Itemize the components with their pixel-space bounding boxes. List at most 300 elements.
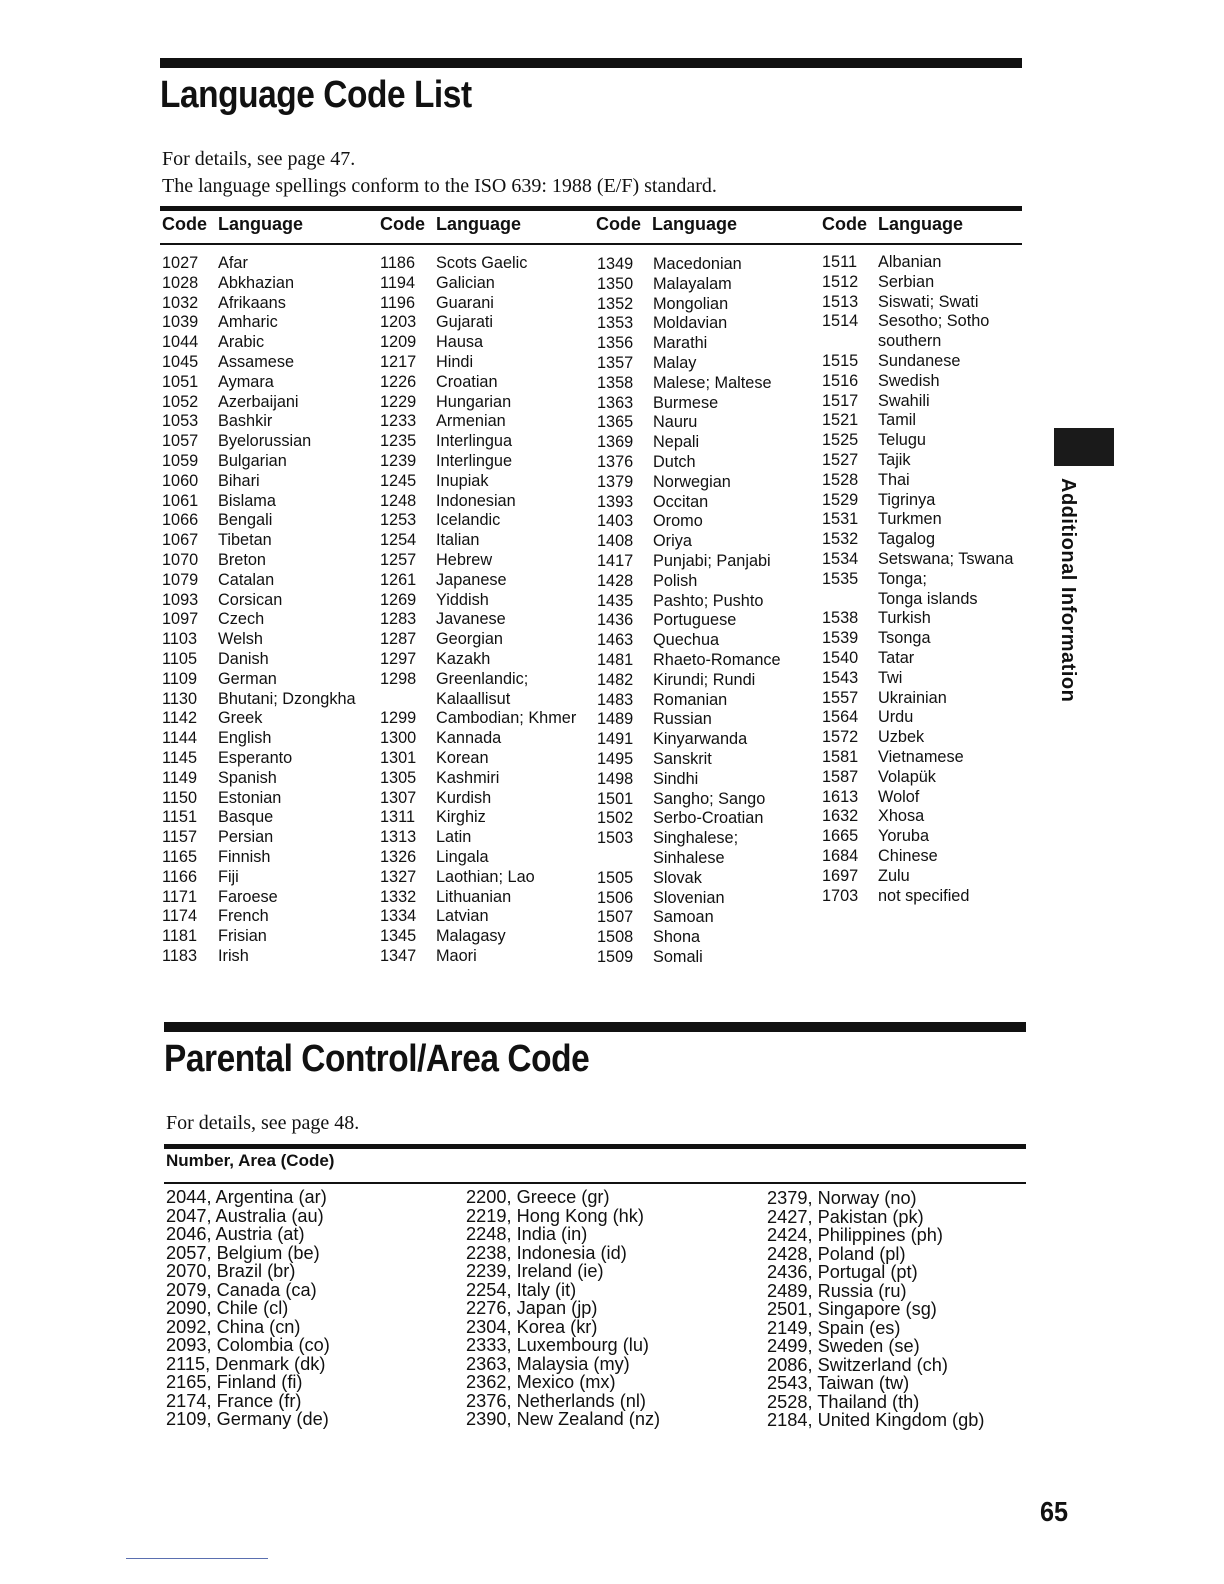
- section-tab-marker: [1054, 428, 1114, 466]
- language-name: Swedish: [878, 371, 940, 390]
- language-code: 1514: [822, 312, 859, 331]
- language-row: [822, 768, 1013, 788]
- language-row: [380, 868, 576, 888]
- language-name: Nepali: [653, 433, 700, 452]
- language-row: [162, 848, 356, 868]
- language-name: Tonga islands: [878, 589, 978, 608]
- language-code: 1511: [822, 253, 858, 271]
- language-name: Turkish: [878, 609, 931, 628]
- language-name: Russian: [653, 710, 712, 729]
- language-code: 1060: [162, 471, 199, 490]
- language-code: 1498: [597, 769, 634, 788]
- language-row: [822, 510, 1013, 530]
- language-code: 1515: [822, 351, 859, 370]
- area-code-item: 2093, Colombia (co): [166, 1335, 330, 1355]
- language-code: 1239: [380, 451, 417, 470]
- language-name: Sundanese: [878, 351, 961, 370]
- language-code: 1217: [380, 352, 417, 371]
- language-row: [162, 868, 356, 888]
- language-code: 1226: [380, 372, 417, 391]
- language-name: Inupiak: [436, 471, 489, 490]
- language-code: 1105: [162, 649, 198, 668]
- language-row: [380, 630, 576, 650]
- language-row: [597, 631, 781, 651]
- language-name: Occitan: [653, 492, 709, 511]
- language-name: Vietnamese: [878, 747, 964, 766]
- language-row: [822, 847, 1013, 867]
- language-name: Serbo-Croatian: [653, 809, 764, 828]
- area-code-item: 2390, New Zealand (nz): [466, 1409, 661, 1429]
- section-tab-label: Additional Information: [1057, 478, 1079, 703]
- language-code: [822, 332, 878, 352]
- language-name: Yoruba: [878, 827, 930, 846]
- language-code: 1506: [597, 888, 634, 907]
- language-name: Breton: [218, 550, 266, 569]
- language-name: Sanskrit: [653, 749, 712, 768]
- language-name: Bengali: [218, 511, 273, 530]
- language-code: [822, 590, 878, 610]
- language-row: [380, 650, 576, 670]
- language-name: Latvian: [436, 907, 489, 926]
- language-name: Polish: [653, 571, 698, 590]
- language-code: 1393: [597, 492, 634, 511]
- language-name: Kannada: [436, 729, 502, 748]
- language-row: [380, 591, 576, 611]
- area-code-item: 2079, Canada (ca): [166, 1279, 317, 1300]
- parental-top-rule: [164, 1022, 1026, 1032]
- language-name: Bulgarian: [218, 451, 287, 470]
- language-code: 1327: [380, 867, 417, 886]
- code-header: Code: [380, 214, 425, 234]
- language-name: Kirundi; Rundi: [653, 670, 756, 689]
- language-name: Portuguese: [653, 611, 737, 630]
- language-code: [597, 849, 653, 869]
- language-name: Gujarati: [436, 313, 494, 332]
- language-header: Language: [218, 214, 304, 234]
- area-code-item: 2109, Germany (de): [166, 1409, 329, 1429]
- language-code: 1174: [162, 907, 198, 926]
- language-name: Mongolian: [653, 294, 729, 313]
- language-code: 1417: [597, 551, 634, 570]
- language-row: [822, 312, 1013, 332]
- language-row: [822, 372, 1013, 392]
- code-header: Code: [596, 214, 641, 234]
- language-name: Tonga;: [878, 569, 927, 588]
- area-code-item: 2428, Poland (pl): [767, 1243, 906, 1264]
- language-row: [822, 530, 1013, 550]
- language-name: Pashto; Pushto: [653, 591, 764, 610]
- language-code: 1032: [162, 293, 199, 312]
- area-code-item: 2362, Mexico (mx): [466, 1372, 616, 1392]
- area-code-item: 2254, Italy (it): [466, 1279, 577, 1300]
- language-code: 1369: [597, 433, 634, 452]
- language-row: [380, 333, 576, 353]
- language-name: Sindhi: [653, 769, 699, 788]
- language-row: [380, 353, 576, 373]
- area-code-item: 2376, Netherlands (nl): [466, 1390, 646, 1411]
- language-code: 1613: [822, 787, 859, 806]
- language-code: 1491: [597, 730, 634, 749]
- language-row: [380, 927, 576, 947]
- language-row: [162, 274, 356, 294]
- language-name: Czech: [218, 610, 265, 629]
- language-code: 1298: [380, 669, 417, 688]
- language-row: [597, 948, 781, 968]
- language-name: Indonesian: [436, 491, 516, 510]
- area-code-item: 2248, India (in): [466, 1224, 588, 1244]
- language-row: [822, 431, 1013, 451]
- area-code-item: 2090, Chile (cl): [166, 1298, 289, 1318]
- language-name: Oriya: [653, 532, 692, 551]
- language-code: 1028: [162, 273, 199, 292]
- language-name: Samoan: [653, 908, 714, 927]
- language-code: 1283: [380, 610, 417, 629]
- language-column-1: [162, 254, 356, 967]
- language-code: 1349: [597, 255, 634, 273]
- language-code: 1501: [597, 789, 634, 808]
- language-row: [380, 373, 576, 393]
- language-name: Hausa: [436, 333, 484, 352]
- language-row: [162, 353, 356, 373]
- language-code: 1529: [822, 490, 859, 509]
- language-name: Hebrew: [436, 550, 493, 569]
- language-row: [597, 592, 781, 612]
- language-code: 1144: [162, 729, 198, 748]
- language-code: 1130: [162, 689, 198, 708]
- language-row: [380, 907, 576, 927]
- page-number: 65: [1040, 1496, 1069, 1527]
- language-row: [597, 255, 781, 275]
- language-row: [380, 432, 576, 452]
- language-row: [162, 294, 356, 314]
- language-name: Kashmiri: [436, 768, 500, 787]
- language-name: Turkmen: [878, 510, 942, 529]
- language-code: 1165: [162, 847, 198, 866]
- language-name: Georgian: [436, 630, 503, 649]
- language-row: [380, 412, 576, 432]
- language-row: [162, 393, 356, 413]
- language-row: [597, 809, 781, 829]
- language-code: 1684: [822, 846, 859, 865]
- language-row: [162, 511, 356, 531]
- language-row: [380, 670, 576, 690]
- language-code: 1463: [597, 631, 634, 650]
- language-code: 1097: [162, 610, 199, 629]
- language-code: 1521: [822, 411, 859, 430]
- language-code: 1703: [822, 886, 859, 905]
- language-code: 1142: [162, 709, 198, 728]
- language-name: Scots Gaelic: [436, 254, 528, 272]
- language-name: Albanian: [878, 253, 942, 271]
- language-row: [162, 789, 356, 809]
- language-name: Thai: [878, 470, 910, 489]
- language-name: Galician: [436, 273, 495, 292]
- language-code: 1057: [162, 432, 199, 451]
- language-row: [597, 908, 781, 928]
- language-code: 1435: [597, 591, 634, 610]
- language-code: 1186: [380, 254, 416, 272]
- language-name: Tagalog: [878, 530, 936, 549]
- language-name: Afar: [218, 254, 248, 272]
- language-row: [162, 808, 356, 828]
- language-code: 1300: [380, 729, 417, 748]
- language-row: [380, 511, 576, 531]
- language-row: [380, 808, 576, 828]
- language-code: 1539: [822, 629, 859, 648]
- language-row: [822, 253, 1013, 273]
- language-name: Xhosa: [878, 807, 925, 826]
- area-code-item: 2047, Australia (au): [166, 1205, 324, 1226]
- language-code: 1581: [822, 747, 859, 766]
- language-row: [380, 888, 576, 908]
- area-code-item: 2174, France (fr): [166, 1390, 302, 1411]
- language-row: [162, 551, 356, 571]
- language-row: [822, 550, 1013, 570]
- area-code-item: 2046, Austria (at): [166, 1224, 305, 1244]
- language-row: [380, 274, 576, 294]
- language-name: Zulu: [878, 866, 910, 885]
- language-code: 1557: [822, 688, 859, 707]
- language-row: [822, 827, 1013, 847]
- language-code: 1517: [822, 391, 859, 410]
- footer-line: [126, 1558, 268, 1559]
- language-name: Serbian: [878, 272, 935, 291]
- language-code: 1287: [380, 630, 417, 649]
- language-column-3: [597, 255, 781, 968]
- language-name: Telugu: [878, 431, 926, 450]
- language-row: [597, 314, 781, 334]
- language-name: Amharic: [218, 313, 278, 332]
- language-code: 1531: [822, 510, 859, 529]
- language-code: 1209: [380, 333, 417, 352]
- area-code-item: 2499, Sweden (se): [767, 1336, 920, 1356]
- language-row: [380, 571, 576, 591]
- language-row: [162, 492, 356, 512]
- language-row: [597, 849, 781, 869]
- language-code: 1509: [597, 947, 634, 966]
- language-code: 1307: [380, 788, 417, 807]
- language-code: 1269: [380, 590, 417, 609]
- language-code: 1482: [597, 670, 634, 689]
- language-code: 1332: [380, 887, 417, 906]
- language-row: [822, 392, 1013, 412]
- language-name: Danish: [218, 649, 269, 668]
- language-row: [162, 531, 356, 551]
- language-row: [822, 887, 1013, 907]
- language-name: Fiji: [218, 867, 239, 886]
- language-name: Finnish: [218, 847, 271, 866]
- language-code: 1313: [380, 828, 417, 847]
- language-row: [822, 689, 1013, 709]
- language-row: [162, 670, 356, 690]
- language-name: Sangho; Sango: [653, 789, 766, 808]
- language-code: 1535: [822, 569, 859, 588]
- language-code: 1171: [162, 887, 198, 906]
- language-name: Catalan: [218, 570, 275, 589]
- language-row: [597, 611, 781, 631]
- language-name: Oromo: [653, 512, 703, 531]
- language-name: Japanese: [436, 570, 507, 589]
- language-name: Marathi: [653, 334, 708, 353]
- language-code: 1350: [597, 274, 634, 293]
- language-name: Norwegian: [653, 472, 731, 491]
- language-row: [380, 452, 576, 472]
- language-name: Rhaeto-Romance: [653, 650, 781, 669]
- language-name: Macedonian: [653, 255, 742, 273]
- language-row: [597, 334, 781, 354]
- language-row: [597, 275, 781, 295]
- language-row: [597, 473, 781, 493]
- language-header: Language: [436, 214, 522, 234]
- language-row: [822, 728, 1013, 748]
- language-name: Hindi: [436, 352, 474, 371]
- language-name: Malay: [653, 353, 697, 372]
- language-name: Spanish: [218, 768, 277, 787]
- language-row: [162, 630, 356, 650]
- language-row: [822, 491, 1013, 511]
- language-name: French: [218, 907, 269, 926]
- language-row: [597, 829, 781, 849]
- language-row: [380, 393, 576, 413]
- area-code-item: 2333, Luxembourg (lu): [466, 1335, 649, 1355]
- language-name: Armenian: [436, 412, 506, 431]
- language-name: Maori: [436, 946, 477, 965]
- language-header: Language: [652, 214, 738, 234]
- language-row: [597, 750, 781, 770]
- language-row: [822, 293, 1013, 313]
- language-name: Dutch: [653, 452, 696, 471]
- language-code: 1543: [822, 668, 859, 687]
- language-code: 1059: [162, 451, 199, 470]
- language-code: 1502: [597, 809, 634, 828]
- language-row: [597, 552, 781, 572]
- language-name: Azerbaijani: [218, 392, 299, 411]
- language-code: 1540: [822, 648, 859, 667]
- language-name: Tajik: [878, 450, 911, 469]
- area-table-header-rule: [164, 1182, 1026, 1184]
- language-code: 1027: [162, 254, 199, 272]
- language-name: not specified: [878, 886, 970, 905]
- area-code-item: 2363, Malaysia (my): [466, 1353, 630, 1374]
- language-code: 1233: [380, 412, 417, 431]
- language-row: [162, 907, 356, 927]
- language-name: Assamese: [218, 352, 295, 371]
- language-code: 1489: [597, 710, 634, 729]
- language-code: 1194: [380, 273, 416, 292]
- language-name: Chinese: [878, 846, 938, 865]
- area-code-item: 2149, Spain (es): [767, 1317, 901, 1338]
- area-code-item: 2436, Portugal (pt): [767, 1262, 918, 1282]
- language-name: Tatar: [878, 648, 915, 667]
- area-code-item: 2276, Japan (jp): [466, 1298, 598, 1318]
- language-name: Faroese: [218, 887, 278, 906]
- language-code: 1245: [380, 471, 417, 490]
- language-name: Moldavian: [653, 314, 728, 333]
- language-code: 1051: [162, 372, 199, 391]
- language-row: [822, 867, 1013, 887]
- language-row: [380, 313, 576, 333]
- language-name: Setswana; Tswana: [878, 549, 1014, 568]
- language-row: [822, 570, 1013, 590]
- language-name: Romanian: [653, 690, 728, 709]
- area-code-item: 2379, Norway (no): [767, 1188, 917, 1208]
- language-row: [162, 650, 356, 670]
- language-code: 1248: [380, 491, 417, 510]
- language-name: Bihari: [218, 471, 260, 490]
- language-code: 1527: [822, 450, 859, 469]
- language-row: [380, 709, 576, 729]
- language-name: Quechua: [653, 631, 720, 650]
- language-row: [380, 947, 576, 967]
- language-name: English: [218, 729, 272, 748]
- area-code-item: 2115, Denmark (dk): [166, 1353, 326, 1374]
- language-code: 1181: [162, 927, 198, 946]
- language-row: [162, 690, 356, 710]
- language-name: Tsonga: [878, 629, 931, 648]
- language-code: 1513: [822, 292, 859, 311]
- language-name: Tamil: [878, 411, 916, 430]
- language-row: [597, 790, 781, 810]
- language-code: 1357: [597, 353, 634, 372]
- language-header: Language: [878, 214, 964, 234]
- language-code: 1235: [380, 432, 417, 451]
- language-row: [822, 590, 1013, 610]
- language-name: Yiddish: [436, 590, 489, 609]
- language-row: [162, 452, 356, 472]
- area-code-item: 2086, Switzerland (ch): [767, 1354, 948, 1375]
- language-name: Latin: [436, 828, 472, 847]
- language-row: [162, 610, 356, 630]
- language-name: Punjabi; Panjabi: [653, 551, 771, 570]
- language-name: Ukrainian: [878, 688, 947, 707]
- language-name: Guarani: [436, 293, 494, 312]
- language-row: [162, 927, 356, 947]
- area-table-header: Number, Area (Code): [166, 1151, 335, 1170]
- language-row: [162, 313, 356, 333]
- language-row: [162, 412, 356, 432]
- table-top-rule: [160, 206, 1022, 211]
- language-row: [380, 769, 576, 789]
- language-row: [822, 708, 1013, 728]
- language-code: 1508: [597, 928, 634, 947]
- language-row: [162, 571, 356, 591]
- language-code: 1356: [597, 334, 634, 353]
- language-row: [822, 273, 1013, 293]
- area-table-top-rule: [164, 1144, 1026, 1149]
- language-name: Tigrinya: [878, 490, 936, 509]
- language-row: [597, 354, 781, 374]
- language-code: 1505: [597, 868, 634, 887]
- language-row: [597, 651, 781, 671]
- language-row: [380, 531, 576, 551]
- language-name: Siswati; Swati: [878, 292, 979, 311]
- language-code: 1408: [597, 532, 634, 551]
- language-code: 1045: [162, 352, 199, 371]
- language-row: [162, 828, 356, 848]
- language-row: [162, 749, 356, 769]
- area-code-item: 2070, Brazil (br): [166, 1261, 296, 1281]
- area-column-3: [767, 1189, 984, 1430]
- language-code: 1145: [162, 748, 198, 767]
- area-code-item: 2219, Hong Kong (hk): [466, 1205, 644, 1226]
- language-name: Arabic: [218, 333, 265, 352]
- language-code: 1253: [380, 511, 417, 530]
- language-name: Malese; Maltese: [653, 373, 772, 392]
- language-code: 1261: [380, 570, 417, 589]
- language-name: Croatian: [436, 372, 498, 391]
- language-code: 1365: [597, 413, 634, 432]
- section-top-rule: [160, 58, 1022, 68]
